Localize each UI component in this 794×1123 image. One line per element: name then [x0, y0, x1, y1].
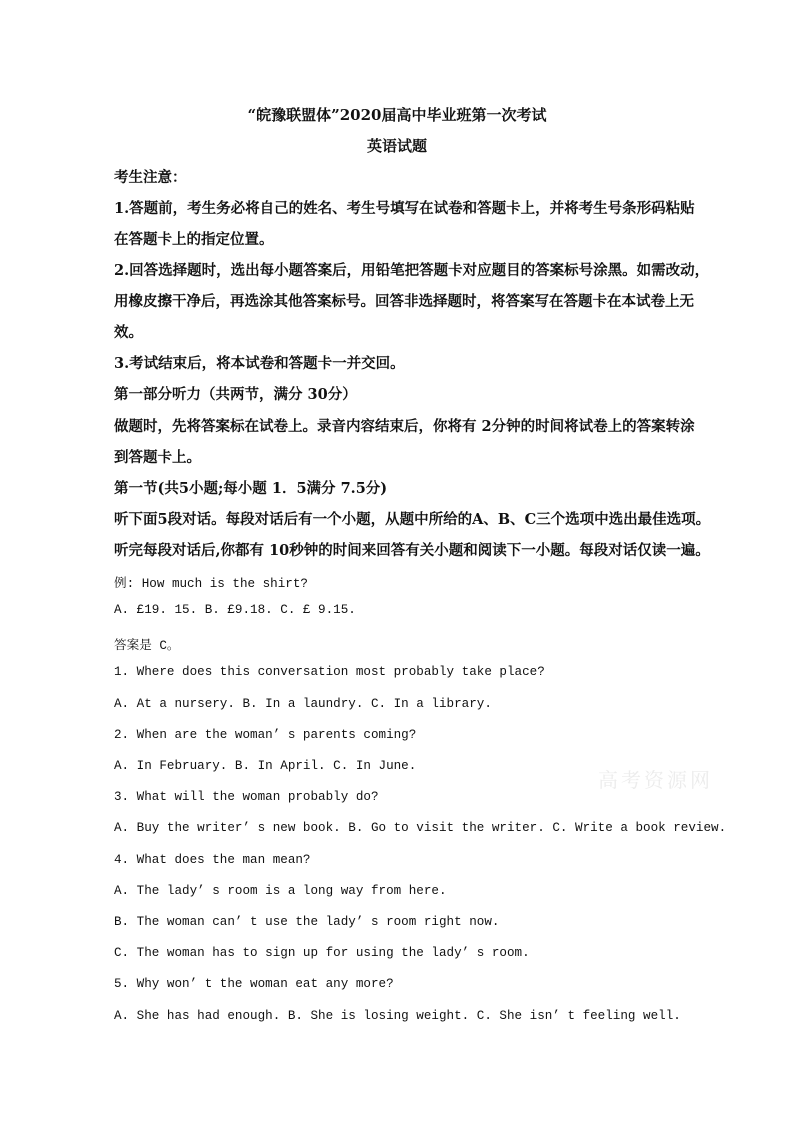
- example-question: 例: How much is the shirt?: [114, 577, 308, 591]
- notice-line: 用橡皮擦干净后，再选涂其他答案标号。回答非选择题时，将答案写在答题卡在本试卷上无: [114, 293, 694, 310]
- question-5: 5. Why won’ t the woman eat any more?: [114, 977, 394, 991]
- notice-line: 效。: [114, 324, 143, 341]
- part1-heading: 第一部分听力（共两节，满分 30分）: [114, 386, 357, 403]
- exam-title: “皖豫联盟体”2020届高中毕业班第一次考试: [247, 106, 547, 124]
- question-5-options: A. She has had enough. B. She is losing weight. C. She isn’ t feeling well.: [114, 1009, 681, 1023]
- example-options: A. £19. 15. B. £9.18. C. £ 9.15.: [114, 603, 356, 617]
- section1-instruction: 听完每段对话后,你都有 10秒钟的时间来回答有关小题和阅读下一小题。每段对话仅读一遍。: [114, 542, 710, 559]
- notice-heading: 考生注意：: [114, 169, 187, 186]
- example-answer: 答案是 C。: [114, 639, 180, 653]
- part1-instruction: 做题时，先将答案标在试卷上。录音内容结束后，你将有 2分钟的时间将试卷上的答案转涂: [114, 418, 695, 435]
- question-1: 1. Where does this conversation most probably take place?: [114, 665, 545, 679]
- question-4: 4. What does the man mean?: [114, 853, 311, 867]
- notice-line: 1.答题前，考生务必将自己的姓名、考生号填写在试卷和答题卡上，并将考生号条形码粘贴: [114, 200, 695, 217]
- notice-line: 在答题卡上的指定位置。: [114, 231, 274, 248]
- question-3: 3. What will the woman probably do?: [114, 790, 379, 804]
- question-1-options: A. At a nursery. B. In a laundry. C. In a library.: [114, 697, 492, 711]
- part1-instruction: 到答题卡上。: [114, 449, 201, 466]
- question-4-option-c: C. The woman has to sign up for using the lady’ s room.: [114, 946, 530, 960]
- question-2-options: A. In February. B. In April. C. In June.: [114, 759, 417, 773]
- section1-instruction: 听下面5段对话。每段对话后有一个小题，从题中所给的A、B、C三个选项中选出最佳选项。: [114, 511, 711, 528]
- notice-line: 2.回答选择题时，选出每小题答案后，用铅笔把答题卡对应题目的答案标号涂黑。如需改动，: [114, 262, 710, 279]
- question-4-option-b: B. The woman can’ t use the lady’ s room right now.: [114, 915, 500, 929]
- watermark: 高考资源网: [598, 768, 713, 792]
- question-2: 2. When are the woman’ s parents coming?: [114, 728, 417, 742]
- exam-subject: 英语试题: [366, 137, 427, 155]
- question-3-options: A. Buy the writer’ s new book. B. Go to visit the writer. C. Write a book review.: [114, 821, 727, 835]
- question-4-option-a: A. The lady’ s room is a long way from here.: [114, 884, 447, 898]
- section1-heading: 第一节(共5小题;每小题 1．5满分 7.5分): [114, 480, 388, 497]
- notice-line: 3.考试结束后，将本试卷和答题卡一并交回。: [114, 355, 405, 372]
